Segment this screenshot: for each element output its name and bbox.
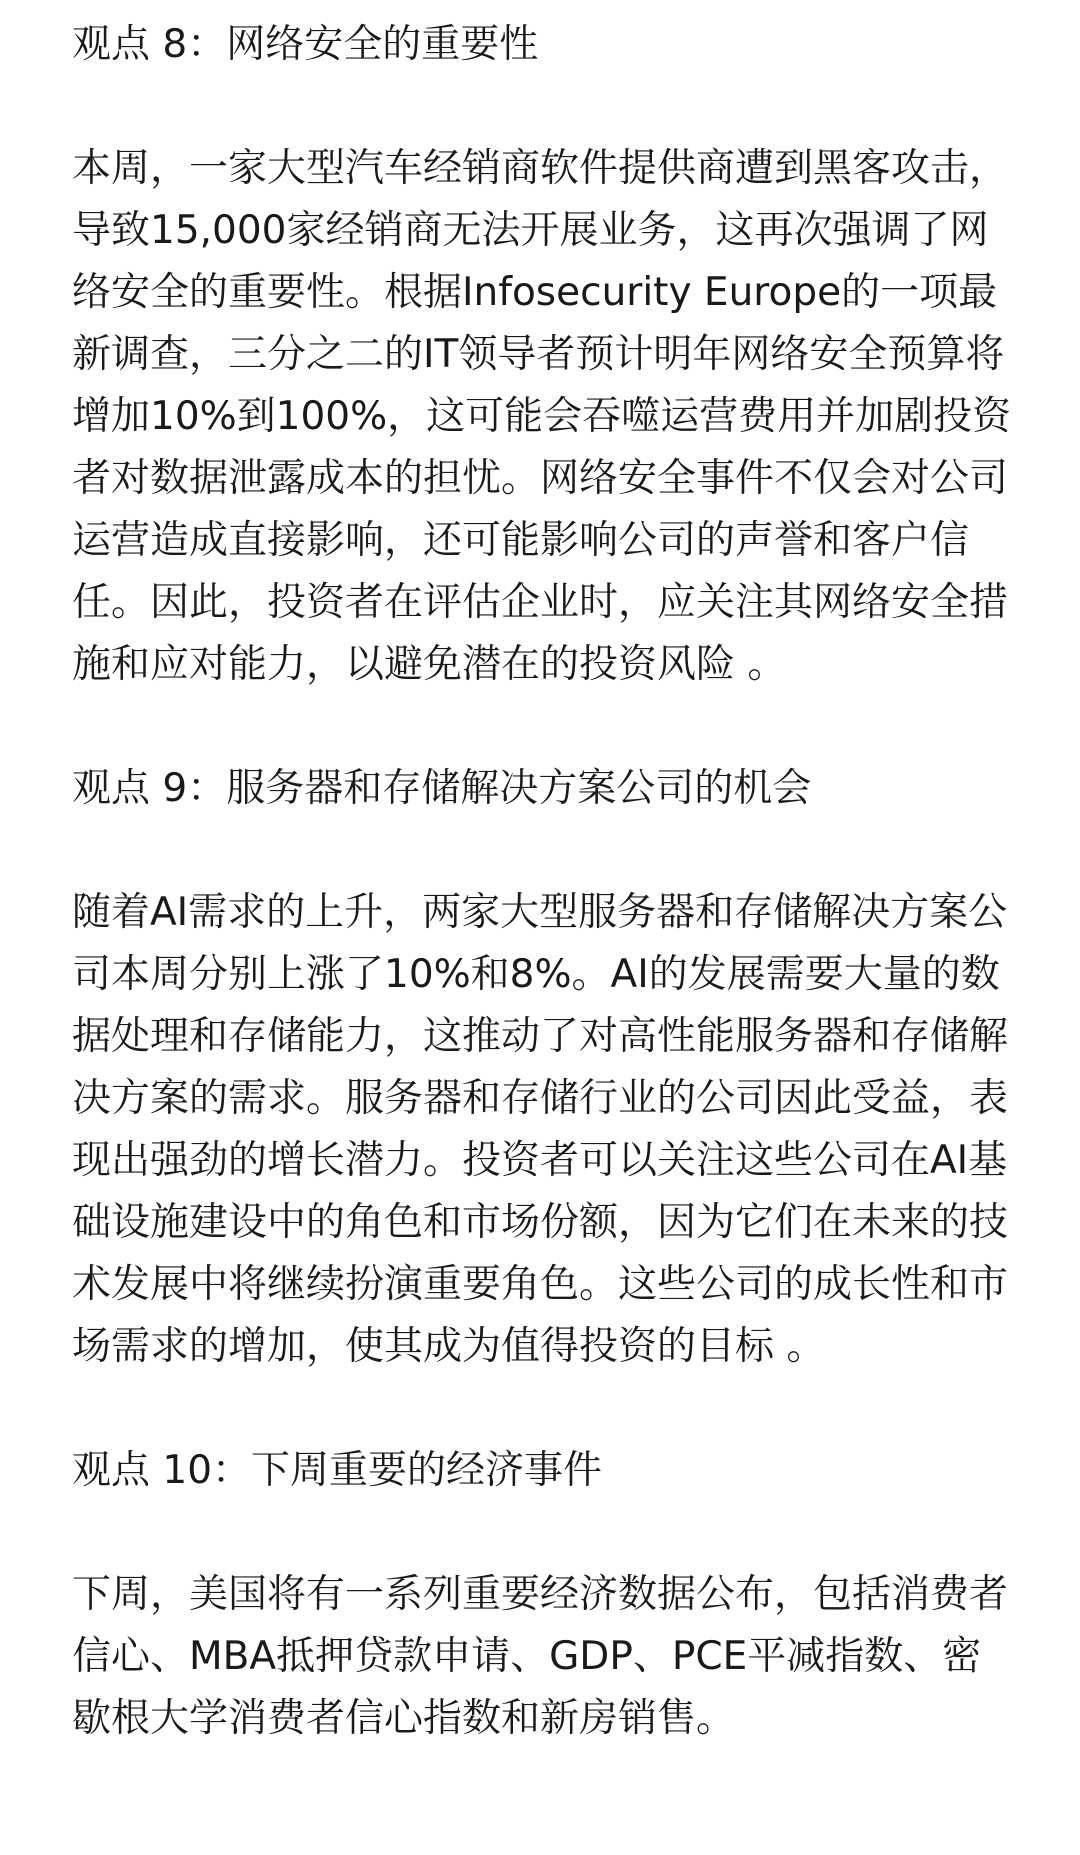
paragraph-spacer [72,1378,1020,1440]
paragraph-spacer [72,1502,1020,1564]
section-paragraph-9: 随着AI需求的上升，两家大型服务器和存储解决方案公司本周分别上涨了10%和8%。AI的发展需要大量的数据处理和存储能力，这推动了对高性能服务器和存储解决方案的需求。服务器和存储行业的公司因此受益，表现出强劲的增长潜力。投资者可以关注这些公司在AI基础设施建设中的角色和市场份额，因为它们在未来的技术发展中将继续扮演重要角色。这些公司的成长性和市场需求的增加，使其成为值得投资的目标 。 [72,890,1009,1369]
paragraph-spacer [72,820,1020,882]
section-paragraph-8: 本周，一家大型汽车经销商软件提供商遭到黑客攻击，导致15,000家经销商无法开展业务，这再次强调了网络安全的重要性。根据Infosecurity Europe的一项最新调查，三分之二的IT领导者预计明年网络安全预算将增加10%到100%，这可能会吞噬运营费用并加剧投资者对数据泄露成本的担忧。网络安全事件不仅会对公司运营造成直接影响，还可能影响公司的声誉和客户信任。因此，投资者在评估企业时，应关注其网络安全措施和应对能力，以避免潜在的投资风险 。 [72,146,1012,687]
section-heading-10: 观点 10：下周重要的经济事件 [72,1448,603,1493]
article-body [72,14,1020,1750]
paragraph-spacer [72,696,1020,758]
section-heading-8: 观点 8：网络安全的重要性 [72,22,539,67]
paragraph-spacer [72,76,1020,138]
section-heading-9: 观点 9：服务器和存储解决方案公司的机会 [72,766,812,811]
section-paragraph-10: 下周，美国将有一系列重要经济数据公布，包括消费者信心、MBA抵押贷款申请、GDP、PCE平减指数、密歇根大学消费者信心指数和新房销售。 [72,1572,1009,1741]
